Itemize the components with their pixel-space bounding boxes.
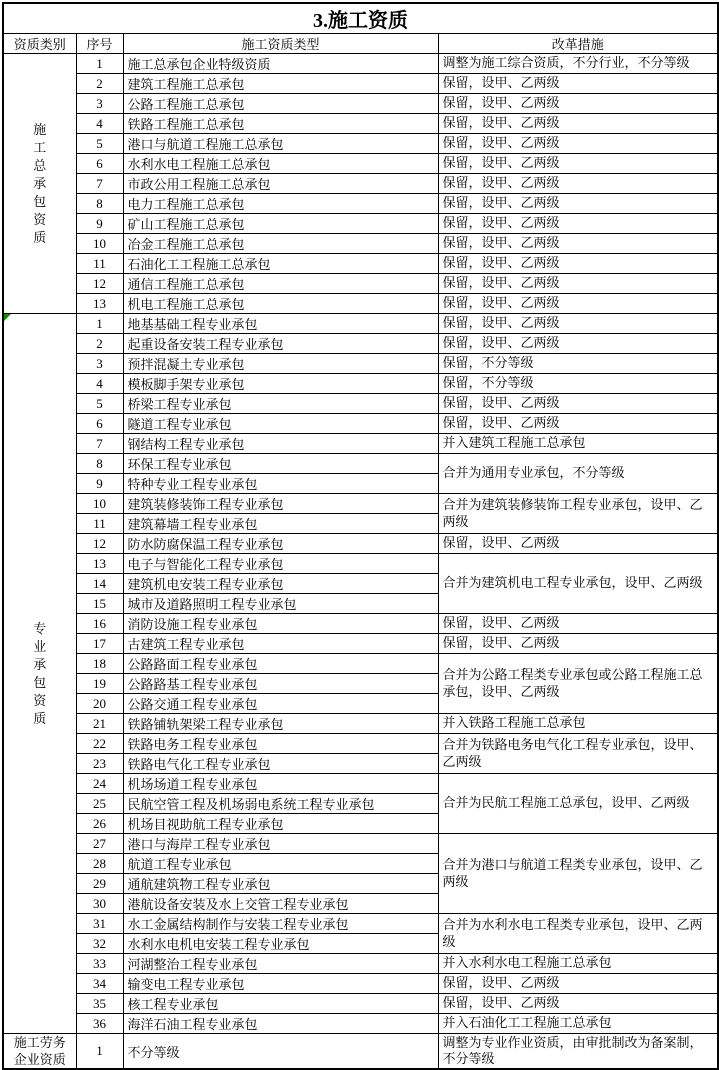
qualification-type-cell: 施工总承包企业特级资质 xyxy=(123,54,438,74)
reform-measure-cell: 保留，设甲、乙两级 xyxy=(438,634,718,654)
row-number-cell: 23 xyxy=(76,754,123,774)
table-row xyxy=(3,234,718,254)
reform-measure-cell: 合并为水利水电工程类专业承包，设甲、乙两级 xyxy=(438,914,718,954)
table-row xyxy=(3,434,718,454)
reform-measure-cell: 保留，设甲、乙两级 xyxy=(438,114,718,134)
row-number-cell: 11 xyxy=(76,514,123,534)
qualification-type-cell: 铁路电气化工程专业承包 xyxy=(123,754,438,774)
row-number-cell: 10 xyxy=(76,234,123,254)
row-number-cell: 7 xyxy=(76,174,123,194)
row-number-cell: 5 xyxy=(76,394,123,414)
reform-measure-cell: 合并为建筑装修装饰工程专业承包，设甲、乙两级 xyxy=(438,494,718,534)
column-header-category: 资质类别 xyxy=(3,34,76,54)
table-row xyxy=(3,74,718,94)
row-number-cell: 2 xyxy=(76,334,123,354)
qualification-type-cell: 河湖整治工程专业承包 xyxy=(123,954,438,974)
category-label: 专 业 承 包 资 质 xyxy=(33,620,47,726)
column-header-type: 施工资质类型 xyxy=(123,34,438,54)
table-row xyxy=(3,654,718,674)
qualification-type-cell: 模板脚手架专业承包 xyxy=(123,374,438,394)
table-row xyxy=(3,154,718,174)
reform-measure-cell: 保留，设甲、乙两级 xyxy=(438,214,718,234)
row-number-cell: 4 xyxy=(76,374,123,394)
row-number-cell: 13 xyxy=(76,554,123,574)
row-number-cell: 15 xyxy=(76,594,123,614)
reform-measure-cell: 保留，设甲、乙两级 xyxy=(438,334,718,354)
row-number-cell: 2 xyxy=(76,74,123,94)
column-header-measure: 改革措施 xyxy=(438,34,718,54)
row-number-cell: 24 xyxy=(76,774,123,794)
table-row xyxy=(3,334,718,354)
table-row xyxy=(3,274,718,294)
qualification-type-cell: 港口与海岸工程专业承包 xyxy=(123,834,438,854)
category-cell xyxy=(3,1034,76,1070)
table-row xyxy=(3,174,718,194)
reform-measure-cell: 保留，设甲、乙两级 xyxy=(438,94,718,114)
qualification-type-cell: 水利水电工程施工总承包 xyxy=(123,154,438,174)
reform-measure-cell: 并入水利水电工程施工总承包 xyxy=(438,954,718,974)
table-row xyxy=(3,354,718,374)
qualification-type-cell: 公路工程施工总承包 xyxy=(123,94,438,114)
qualification-type-cell: 核工程专业承包 xyxy=(123,994,438,1014)
row-number-cell: 1 xyxy=(76,314,123,334)
qualification-type-cell: 起重设备安装工程专业承包 xyxy=(123,334,438,354)
reform-measure-cell: 保留，设甲、乙两级 xyxy=(438,174,718,194)
qualification-type-cell: 水工金属结构制作与安装工程专业承包 xyxy=(123,914,438,934)
reform-measure-cell: 保留，设甲、乙两级 xyxy=(438,974,718,994)
table-row xyxy=(3,454,718,474)
qualification-type-cell: 石油化工工程施工总承包 xyxy=(123,254,438,274)
reform-measure-cell: 合并为民航工程施工总承包，设甲、乙两级 xyxy=(438,774,718,834)
table-row xyxy=(3,54,718,74)
table-row xyxy=(3,294,718,314)
reform-measure-cell: 保留，设甲、乙两级 xyxy=(438,254,718,274)
qualification-type-cell: 机场场道工程专业承包 xyxy=(123,774,438,794)
table-row xyxy=(3,534,718,554)
qualification-type-cell: 环保工程专业承包 xyxy=(123,454,438,474)
row-number-cell: 33 xyxy=(76,954,123,974)
qualification-type-cell: 防水防腐保温工程专业承包 xyxy=(123,534,438,554)
qualification-type-cell: 通航建筑物工程专业承包 xyxy=(123,874,438,894)
row-number-cell: 26 xyxy=(76,814,123,834)
row-number-cell: 7 xyxy=(76,434,123,454)
category-cell xyxy=(3,314,76,1034)
qualification-type-cell: 航道工程专业承包 xyxy=(123,854,438,874)
reform-measure-cell: 调整为专业作业资质，由审批制改为备案制，不分等级 xyxy=(438,1034,718,1070)
row-number-cell: 18 xyxy=(76,654,123,674)
row-number-cell: 17 xyxy=(76,634,123,654)
qualification-type-cell: 机场目视助航工程专业承包 xyxy=(123,814,438,834)
qualification-type-cell: 地基基础工程专业承包 xyxy=(123,314,438,334)
header-row xyxy=(3,34,718,54)
table-row xyxy=(3,834,718,854)
row-number-cell: 14 xyxy=(76,574,123,594)
table-row xyxy=(3,254,718,274)
qualification-type-cell: 机电工程施工总承包 xyxy=(123,294,438,314)
table-row xyxy=(3,1034,718,1070)
table-row xyxy=(3,394,718,414)
table-row xyxy=(3,974,718,994)
table-row xyxy=(3,114,718,134)
table-row xyxy=(3,614,718,634)
row-number-cell: 25 xyxy=(76,794,123,814)
reform-measure-cell: 保留，设甲、乙两级 xyxy=(438,534,718,554)
table-row xyxy=(3,714,718,734)
row-number-cell: 36 xyxy=(76,1014,123,1034)
reform-measure-cell: 保留，设甲、乙两级 xyxy=(438,994,718,1014)
row-number-cell: 21 xyxy=(76,714,123,734)
reform-measure-cell: 保留，设甲、乙两级 xyxy=(438,414,718,434)
table-row xyxy=(3,194,718,214)
qualification-type-cell: 消防设施工程专业承包 xyxy=(123,614,438,634)
title-row xyxy=(3,3,718,34)
page-title: 3.施工资质 xyxy=(3,3,718,34)
reform-measure-cell: 保留，设甲、乙两级 xyxy=(438,394,718,414)
qualification-type-cell: 城市及道路照明工程专业承包 xyxy=(123,594,438,614)
qualification-type-cell: 铁路铺轨架梁工程专业承包 xyxy=(123,714,438,734)
table-row xyxy=(3,214,718,234)
row-number-cell: 12 xyxy=(76,534,123,554)
reform-measure-cell: 并入铁路工程施工总承包 xyxy=(438,714,718,734)
category-cell xyxy=(3,54,76,314)
qualification-type-cell: 港航设备安装及水上交管工程专业承包 xyxy=(123,894,438,914)
row-number-cell: 8 xyxy=(76,194,123,214)
qualification-type-cell: 建筑机电安装工程专业承包 xyxy=(123,574,438,594)
row-number-cell: 35 xyxy=(76,994,123,1014)
category-label: 施 工 总 承 包 资 质 xyxy=(33,121,47,245)
cell-error-indicator-icon xyxy=(4,314,11,321)
table-row xyxy=(3,734,718,754)
table-row xyxy=(3,494,718,514)
row-number-cell: 3 xyxy=(76,94,123,114)
qualification-type-cell: 通信工程施工总承包 xyxy=(123,274,438,294)
table-row xyxy=(3,94,718,114)
row-number-cell: 10 xyxy=(76,494,123,514)
table-row xyxy=(3,1014,718,1034)
qualification-type-cell: 钢结构工程专业承包 xyxy=(123,434,438,454)
qualification-type-cell: 古建筑工程专业承包 xyxy=(123,634,438,654)
qualification-type-cell: 市政公用工程施工总承包 xyxy=(123,174,438,194)
table-row xyxy=(3,634,718,654)
qualification-type-cell: 矿山工程施工总承包 xyxy=(123,214,438,234)
row-number-cell: 9 xyxy=(76,214,123,234)
row-number-cell: 16 xyxy=(76,614,123,634)
qualification-type-cell: 水利水电机电安装工程专业承包 xyxy=(123,934,438,954)
qualification-type-cell: 输变电工程专业承包 xyxy=(123,974,438,994)
qualification-type-cell: 冶金工程施工总承包 xyxy=(123,234,438,254)
reform-measure-cell: 保留，不分等级 xyxy=(438,374,718,394)
reform-measure-cell: 保留，设甲、乙两级 xyxy=(438,154,718,174)
qualification-type-cell: 建筑装修装饰工程专业承包 xyxy=(123,494,438,514)
qualification-type-cell: 铁路电务工程专业承包 xyxy=(123,734,438,754)
qualification-type-cell: 港口与航道工程施工总承包 xyxy=(123,134,438,154)
row-number-cell: 27 xyxy=(76,834,123,854)
qualification-type-cell: 建筑工程施工总承包 xyxy=(123,74,438,94)
row-number-cell: 6 xyxy=(76,154,123,174)
table-row xyxy=(3,414,718,434)
table-row xyxy=(3,374,718,394)
column-header-no: 序号 xyxy=(76,34,123,54)
row-number-cell: 28 xyxy=(76,854,123,874)
qualification-type-cell: 铁路工程施工总承包 xyxy=(123,114,438,134)
row-number-cell: 32 xyxy=(76,934,123,954)
reform-measure-cell: 合并为建筑机电工程专业承包，设甲、乙两级 xyxy=(438,554,718,614)
table-row xyxy=(3,554,718,574)
row-number-cell: 30 xyxy=(76,894,123,914)
reform-measure-cell: 保留，设甲、乙两级 xyxy=(438,234,718,254)
row-number-cell: 4 xyxy=(76,114,123,134)
row-number-cell: 31 xyxy=(76,914,123,934)
reform-measure-cell: 合并为通用专业承包，不分等级 xyxy=(438,454,718,494)
row-number-cell: 1 xyxy=(76,54,123,74)
reform-measure-cell: 保留，设甲、乙两级 xyxy=(438,194,718,214)
qualification-type-cell: 不分等级 xyxy=(123,1034,438,1070)
row-number-cell: 19 xyxy=(76,674,123,694)
row-number-cell: 12 xyxy=(76,274,123,294)
row-number-cell: 6 xyxy=(76,414,123,434)
table-row xyxy=(3,774,718,794)
qualification-type-cell: 特种专业工程专业承包 xyxy=(123,474,438,494)
reform-measure-cell: 保留，设甲、乙两级 xyxy=(438,314,718,334)
reform-measure-cell: 保留，设甲、乙两级 xyxy=(438,134,718,154)
table-row xyxy=(3,134,718,154)
qualification-type-cell: 公路交通工程专业承包 xyxy=(123,694,438,714)
reform-measure-cell: 保留，设甲、乙两级 xyxy=(438,274,718,294)
reform-measure-cell: 合并为铁路电务电气化工程专业承包，设甲、乙两级 xyxy=(438,734,718,774)
table-row xyxy=(3,994,718,1014)
row-number-cell: 29 xyxy=(76,874,123,894)
qualification-type-cell: 隧道工程专业承包 xyxy=(123,414,438,434)
qualification-type-cell: 海洋石油工程专业承包 xyxy=(123,1014,438,1034)
qualification-type-cell: 公路路面工程专业承包 xyxy=(123,654,438,674)
row-number-cell: 8 xyxy=(76,454,123,474)
row-number-cell: 34 xyxy=(76,974,123,994)
reform-measure-cell: 保留，不分等级 xyxy=(438,354,718,374)
row-number-cell: 11 xyxy=(76,254,123,274)
row-number-cell: 22 xyxy=(76,734,123,754)
row-number-cell: 5 xyxy=(76,134,123,154)
reform-measure-cell: 合并为公路工程类专业承包或公路工程施工总承包，设甲、乙两级 xyxy=(438,654,718,714)
table-row xyxy=(3,314,718,334)
category-label: 施工劳务企业资质 xyxy=(13,1035,66,1067)
qualification-type-cell: 公路路基工程专业承包 xyxy=(123,674,438,694)
reform-measure-cell: 保留，设甲、乙两级 xyxy=(438,74,718,94)
reform-measure-cell: 调整为施工综合资质，不分行业，不分等级 xyxy=(438,54,718,74)
qualification-type-cell: 电力工程施工总承包 xyxy=(123,194,438,214)
reform-measure-cell: 保留，设甲、乙两级 xyxy=(438,294,718,314)
row-number-cell: 20 xyxy=(76,694,123,714)
row-number-cell: 3 xyxy=(76,354,123,374)
row-number-cell: 9 xyxy=(76,474,123,494)
reform-measure-cell: 保留，设甲、乙两级 xyxy=(438,614,718,634)
qualification-type-cell: 预拌混凝土专业承包 xyxy=(123,354,438,374)
table-row xyxy=(3,914,718,934)
qualification-type-cell: 桥梁工程专业承包 xyxy=(123,394,438,414)
reform-measure-cell: 并入建筑工程施工总承包 xyxy=(438,434,718,454)
reform-measure-cell: 并入石油化工工程施工总承包 xyxy=(438,1014,718,1034)
row-number-cell: 13 xyxy=(76,294,123,314)
qualification-type-cell: 建筑幕墙工程专业承包 xyxy=(123,514,438,534)
qualification-type-cell: 民航空管工程及机场弱电系统工程专业承包 xyxy=(123,794,438,814)
table-body xyxy=(3,54,718,1070)
row-number-cell: 1 xyxy=(76,1034,123,1070)
qualification-table xyxy=(2,2,719,1070)
reform-measure-cell: 合并为港口与航道工程类专业承包，设甲、乙两级 xyxy=(438,834,718,914)
qualification-type-cell: 电子与智能化工程专业承包 xyxy=(123,554,438,574)
